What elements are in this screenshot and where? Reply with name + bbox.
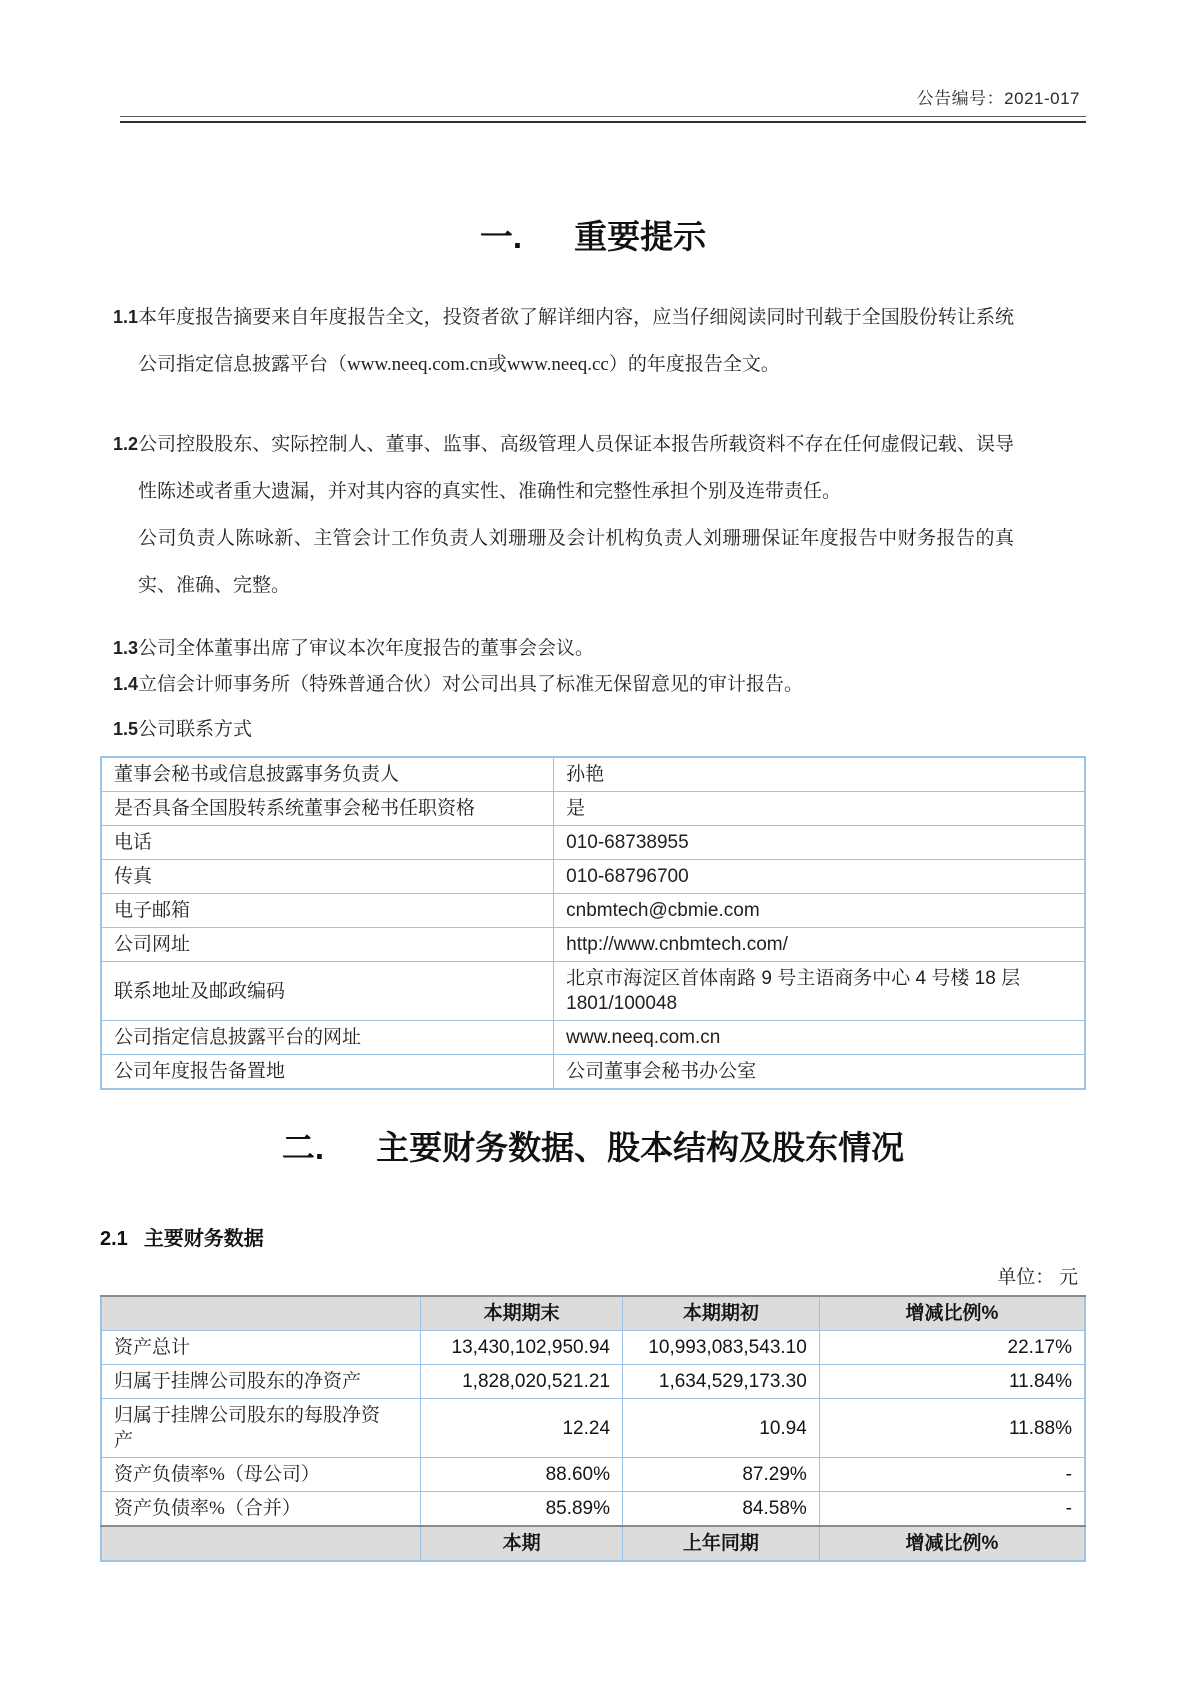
financial-header-change-ratio: 增减比例% (819, 1296, 1085, 1331)
paragraph-1-1 (100, 294, 1086, 388)
section-1-heading (100, 215, 1086, 258)
financial-prior-value: 84.58% (623, 1492, 820, 1527)
contact-value: 孙艳 (554, 757, 1085, 792)
financial-header-row (101, 1296, 1085, 1331)
financial-row-debt-ratio-consolidated (101, 1492, 1085, 1527)
financial-row-net-assets-per-share (101, 1399, 1085, 1458)
financial-prior-value: 87.29% (623, 1458, 820, 1492)
financial-change-value: - (819, 1458, 1085, 1492)
contact-label: 董事会秘书或信息披露事务负责人 (101, 757, 554, 792)
paragraph-1-4 (100, 667, 1086, 702)
contact-row-disclosure-platform (101, 1021, 1085, 1055)
financial-footer-corner (101, 1526, 421, 1561)
contact-row-fax (101, 860, 1085, 894)
financial-current-value: 13,430,102,950.94 (421, 1331, 623, 1365)
contact-label: 电话 (101, 826, 554, 860)
paragraph-1-2-number: 1.2 (113, 434, 139, 454)
paragraph-1-5-number: 1.5 (113, 719, 139, 739)
contact-value: http://www.cnbmtech.com/ (554, 928, 1085, 962)
section-1-number: 一. (479, 218, 523, 255)
section-2-number: 二. (281, 1129, 325, 1166)
unit-label: 单位： 元 (997, 1267, 1078, 1288)
financial-footer-current-period: 本期 (421, 1526, 623, 1561)
contact-value: 公司董事会秘书办公室 (554, 1055, 1085, 1090)
contact-label: 公司指定信息披露平台的网址 (101, 1021, 554, 1055)
financial-row-label: 资产负债率%（母公司） (101, 1458, 421, 1492)
contact-value: 北京市海淀区首体南路 9 号主语商务中心 4 号楼 18 层 1801/100048 (554, 962, 1085, 1021)
announcement-number: 公告编号：2021-017 (916, 89, 1080, 108)
section-1-title: 重要提示 (574, 218, 707, 255)
financial-current-value: 85.89% (421, 1492, 623, 1527)
contact-value: cnbmtech@cbmie.com (554, 894, 1085, 928)
header-rule (120, 116, 1086, 123)
paragraph-1-3-text: 公司全体董事出席了审议本次年度报告的董事会会议。 (138, 638, 595, 659)
financial-table (100, 1295, 1086, 1562)
financial-header-corner (101, 1296, 421, 1331)
financial-change-value: - (819, 1492, 1085, 1527)
financial-row-net-assets (101, 1365, 1085, 1399)
contact-label: 传真 (101, 860, 554, 894)
contact-label: 电子邮箱 (101, 894, 554, 928)
contact-value: www.neeq.com.cn (554, 1021, 1085, 1055)
financial-footer-header-row (101, 1526, 1085, 1561)
paragraph-1-4-text: 立信会计师事务所（特殊普通合伙）对公司出具了标准无保留意见的审计报告。 (138, 674, 804, 695)
financial-row-total-assets (101, 1331, 1085, 1365)
contact-row-secretary (101, 757, 1085, 792)
section-2-title: 主要财务数据、股本结构及股东情况 (376, 1129, 905, 1166)
contact-row-qualification (101, 792, 1085, 826)
financial-row-debt-ratio-parent (101, 1458, 1085, 1492)
paragraph-1-4-number: 1.4 (113, 674, 139, 694)
contact-table (100, 756, 1086, 1090)
subsection-2-1-heading (100, 1225, 1086, 1253)
section-2-heading (100, 1126, 1086, 1169)
financial-row-label: 资产总计 (101, 1331, 421, 1365)
paragraph-1-2 (100, 421, 1086, 609)
financial-current-value: 1,828,020,521.21 (421, 1365, 623, 1399)
contact-value: 010-68796700 (554, 860, 1085, 894)
contact-label: 公司网址 (101, 928, 554, 962)
financial-change-value: 11.88% (819, 1399, 1085, 1458)
contact-row-report-location (101, 1055, 1085, 1090)
subsection-2-1-title: 主要财务数据 (143, 1228, 264, 1250)
paragraph-1-2-text (138, 421, 1014, 609)
financial-current-value: 12.24 (421, 1399, 623, 1458)
financial-current-value: 88.60% (421, 1458, 623, 1492)
paragraph-1-1-number: 1.1 (113, 307, 139, 327)
subsection-2-1-number: 2.1 (100, 1228, 128, 1250)
contact-label: 联系地址及邮政编码 (101, 962, 554, 1021)
financial-row-label: 归属于挂牌公司股东的净资产 (101, 1365, 421, 1399)
contact-value: 010-68738955 (554, 826, 1085, 860)
contact-row-address (101, 962, 1085, 1021)
financial-row-label: 资产负债率%（合并） (101, 1492, 421, 1527)
contact-label: 是否具备全国股转系统董事会秘书任职资格 (101, 792, 554, 826)
financial-change-value: 11.84% (819, 1365, 1085, 1399)
financial-prior-value: 10,993,083,543.10 (623, 1331, 820, 1365)
contact-row-email (101, 894, 1085, 928)
paragraph-1-2-text-part1: 公司控股股东、实际控制人、董事、监事、高级管理人员保证本报告所载资料不存在任何虚假记载、误导性陈述或者重大遗漏，并对其内容的真实性、准确性和完整性承担个别及连带责任。 (138, 434, 1014, 502)
financial-footer-prior-period: 上年同期 (623, 1526, 820, 1561)
contact-value: 是 (554, 792, 1085, 826)
contact-row-phone (101, 826, 1085, 860)
paragraph-1-5 (100, 712, 1086, 747)
paragraph-1-1-text: 本年度报告摘要来自年度报告全文，投资者欲了解详细内容，应当仔细阅读同时刊载于全国股份转让系统公司指定信息披露平台（www.neeq.com.cn或www.neeq.cc）的年度报告全文。 (138, 307, 1014, 375)
paragraph-1-3 (100, 631, 1086, 666)
paragraph-1-3-number: 1.3 (113, 638, 139, 658)
financial-change-value: 22.17% (819, 1331, 1085, 1365)
paragraph-1-5-text: 公司联系方式 (138, 719, 253, 740)
financial-header-period-begin: 本期期初 (623, 1296, 820, 1331)
paragraph-1-2-text-part2: 公司负责人陈咏新、主管会计工作负责人刘珊珊及会计机构负责人刘珊珊保证年度报告中财务报告的真实、准确、完整。 (138, 528, 1014, 596)
contact-row-website (101, 928, 1085, 962)
financial-footer-change-ratio: 增减比例% (819, 1526, 1085, 1561)
financial-row-label: 归属于挂牌公司股东的每股净资产 (101, 1399, 421, 1458)
financial-prior-value: 1,634,529,173.30 (623, 1365, 820, 1399)
contact-label: 公司年度报告备置地 (101, 1055, 554, 1090)
financial-header-current-period-end: 本期期末 (421, 1296, 623, 1331)
financial-prior-value: 10.94 (623, 1399, 820, 1458)
